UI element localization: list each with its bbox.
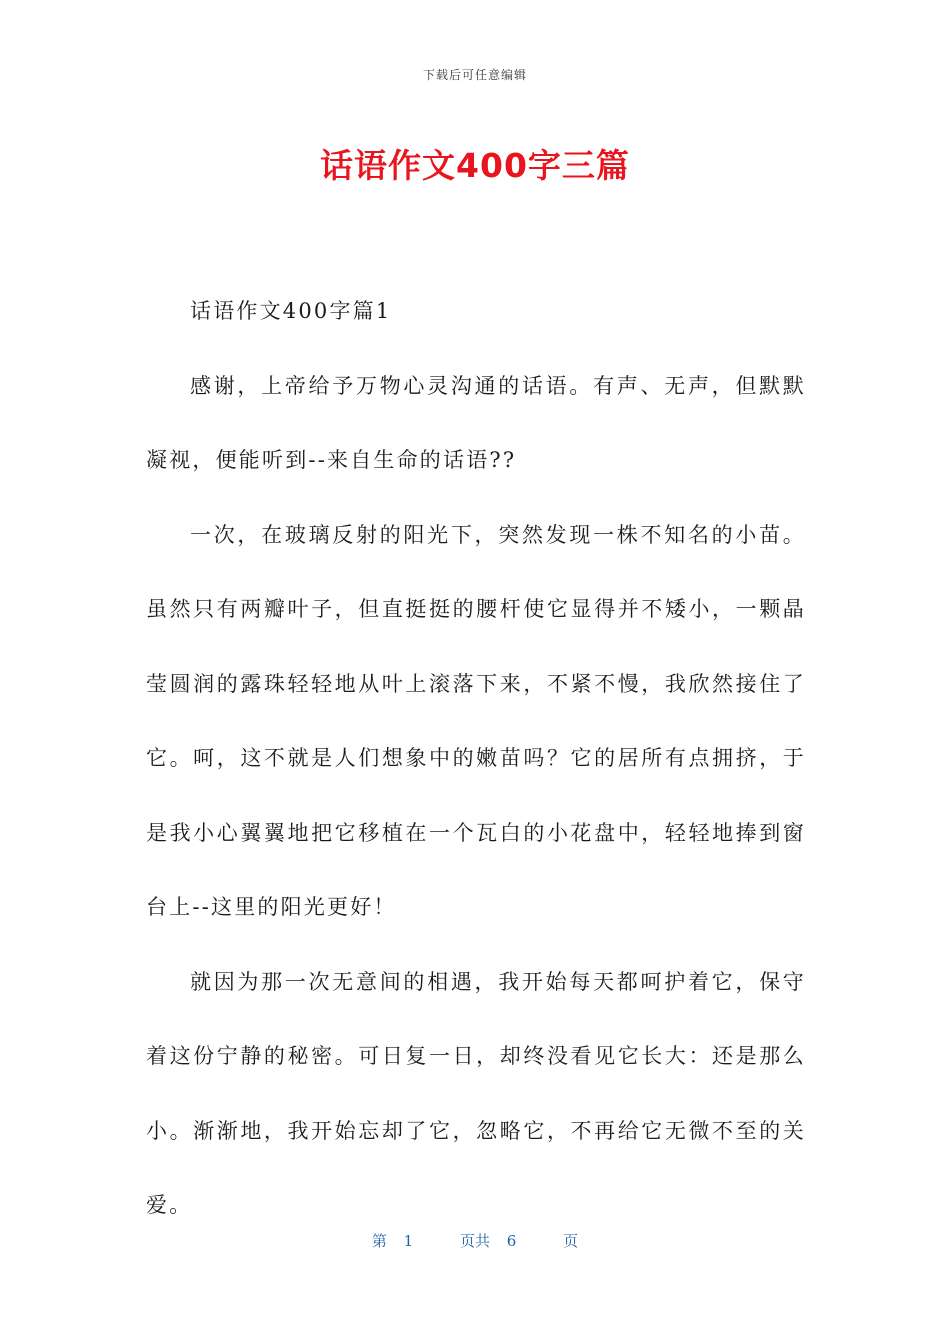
footer-suffix: 页 (563, 1232, 579, 1250)
footer-middle: 页共 (459, 1232, 490, 1250)
paragraph: 就因为那一次无意间的相遇，我开始每天都呵护着它，保守着这份宁静的秘密。可日复一日，却终没看见它长大：还是那么小。渐渐地，我开始忘却了它，忽略它，不再给它无微不至的关爱。 (146, 969, 806, 1217)
paragraph: 感谢，上帝给予万物心灵沟通的话语。有声、无声，但默默凝视，便能听到--来自生命的话语?? (146, 373, 806, 472)
page-footer (0, 1230, 950, 1251)
document-body (146, 274, 806, 1243)
document-title: 话语作文400字三篇 (320, 146, 630, 185)
footer-prefix: 第 (371, 1232, 387, 1250)
section-heading: 话语作文400字篇1 (190, 299, 392, 323)
footer-current-page: 1 (403, 1232, 414, 1250)
footer-total-pages: 6 (506, 1232, 517, 1250)
paragraph: 一次，在玻璃反射的阳光下，突然发现一株不知名的小苗。虽然只有两瓣叶子，但直挺挺的腰杆使它显得并不矮小，一颗晶莹圆润的露珠轻轻地从叶上滚落下来，不紧不慢，我欣然接住了它。呵，这不就是人们想象中的嫩苗吗？它的居所有点拥挤，于是我小心翼翼地把它移植在一个瓦白的小花盘中，轻轻地捧到窗台上--这里的阳光更好！ (146, 522, 806, 919)
page-header-note: 下载后可任意编辑 (422, 68, 527, 82)
